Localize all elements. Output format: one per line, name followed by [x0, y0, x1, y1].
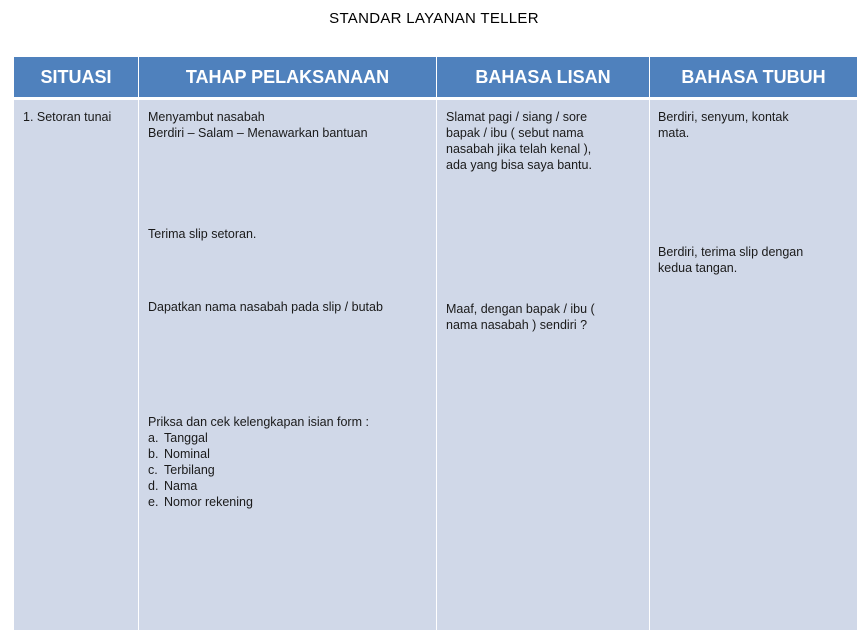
column-divider	[138, 57, 139, 630]
lisan-ask-line: nama nasabah ) sendiri ?	[446, 318, 588, 332]
header-tahap-pelaksanaan: TAHAP PELAKSANAAN	[185, 66, 390, 87]
tahap-step-check-title: Priksa dan cek kelengkapan isian form :	[148, 415, 369, 429]
tubuh-stand-line: mata.	[658, 126, 690, 140]
list-item: b. Nominal	[148, 447, 210, 461]
lisan-greeting-line: Slamat pagi / siang / sore	[446, 110, 588, 124]
tahap-step-greet-line: Berdiri – Salam – Menawarkan bantuan	[148, 126, 368, 140]
header-situasi: SITUASI	[40, 66, 112, 87]
tubuh-receive-line: Berdiri, terima slip dengan	[658, 245, 804, 259]
lisan-greeting-line: nasabah jika telah kenal ),	[446, 142, 592, 156]
page-title: STANDAR LAYANAN TELLER	[329, 10, 539, 27]
column-divider	[436, 57, 437, 630]
checklist	[148, 430, 369, 510]
lisan-ask-line: Maaf, dengan bapak / ibu (	[446, 302, 595, 316]
tubuh-receive-line: kedua tangan.	[658, 261, 738, 275]
lisan-ask-name	[446, 301, 595, 333]
lisan-greeting-line: ada yang bisa saya bantu.	[446, 158, 592, 172]
tahap-step-greet	[148, 109, 368, 141]
tahap-step-receive: Terima slip setoran.	[148, 227, 257, 241]
tahap-step-name: Dapatkan nama nasabah pada slip / butab	[148, 300, 383, 314]
tubuh-stand-line: Berdiri, senyum, kontak	[658, 110, 789, 124]
tubuh-stand	[658, 109, 789, 141]
situasi-cell: 1. Setoran tunai	[23, 110, 112, 124]
column-divider	[649, 57, 650, 630]
list-item: c. Terbilang	[148, 463, 215, 477]
list-item: a. Tanggal	[148, 431, 208, 445]
service-standard-table	[14, 57, 857, 630]
header-bahasa-lisan: BAHASA LISAN	[475, 66, 611, 87]
lisan-greeting	[446, 109, 592, 173]
list-item: e. Nomor rekening	[148, 495, 253, 509]
tahap-step-check	[148, 414, 369, 510]
header-bahasa-tubuh: BAHASA TUBUH	[681, 66, 826, 87]
tubuh-receive	[658, 244, 803, 276]
lisan-greeting-line: bapak / ibu ( sebut nama	[446, 126, 584, 140]
tahap-step-greet-line: Menyambut nasabah	[148, 110, 265, 124]
list-item: d. Nama	[148, 479, 198, 493]
